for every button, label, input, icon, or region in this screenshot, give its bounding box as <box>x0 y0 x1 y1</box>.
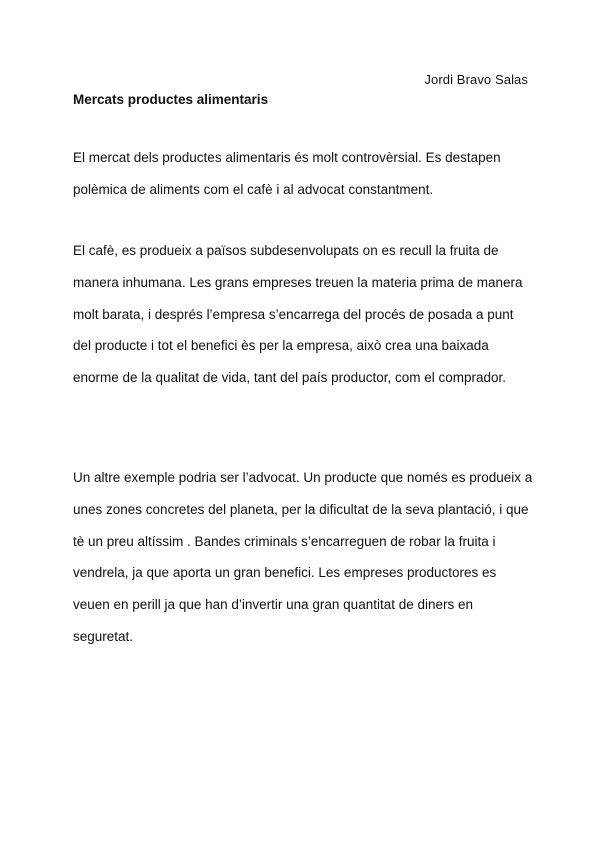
document-title: Mercats productes alimentaris <box>73 92 269 107</box>
paragraph-avocado: Un altre exemple podria ser l’advocat. Un producte que només es produeix a unes zones concretes del planeta, per la dificultat de la seva plantació, i que tè un preu altíssim . Bandes criminals s’encarreguen de robar la fruita i vendrela, ja que aporta un gran benefici. Les empreses productores es veuen en perill ja que han d’invertir una gran quantitat de diners en seguretat. <box>73 470 533 644</box>
author-name: Jordi Bravo Salas <box>424 72 528 87</box>
paragraph-coffee: El cafè, es produeix a països subdesenvolupats on es recull la fruita de manera inhumana. Les grans empreses treuen la materia prima de manera molt barata, i després l’empresa s’encarrega del procés de posada a punt del producte i tot el benefici ès per la empresa, això crea una baixada enorme de la qualitat de vida, tant del país productor, com el comprador. <box>73 243 523 386</box>
paragraph-intro: El mercat dels productes alimentaris és molt controvèrsial. Es destapen polèmica de aliments com el cafè i al advocat constantment. <box>73 150 501 197</box>
